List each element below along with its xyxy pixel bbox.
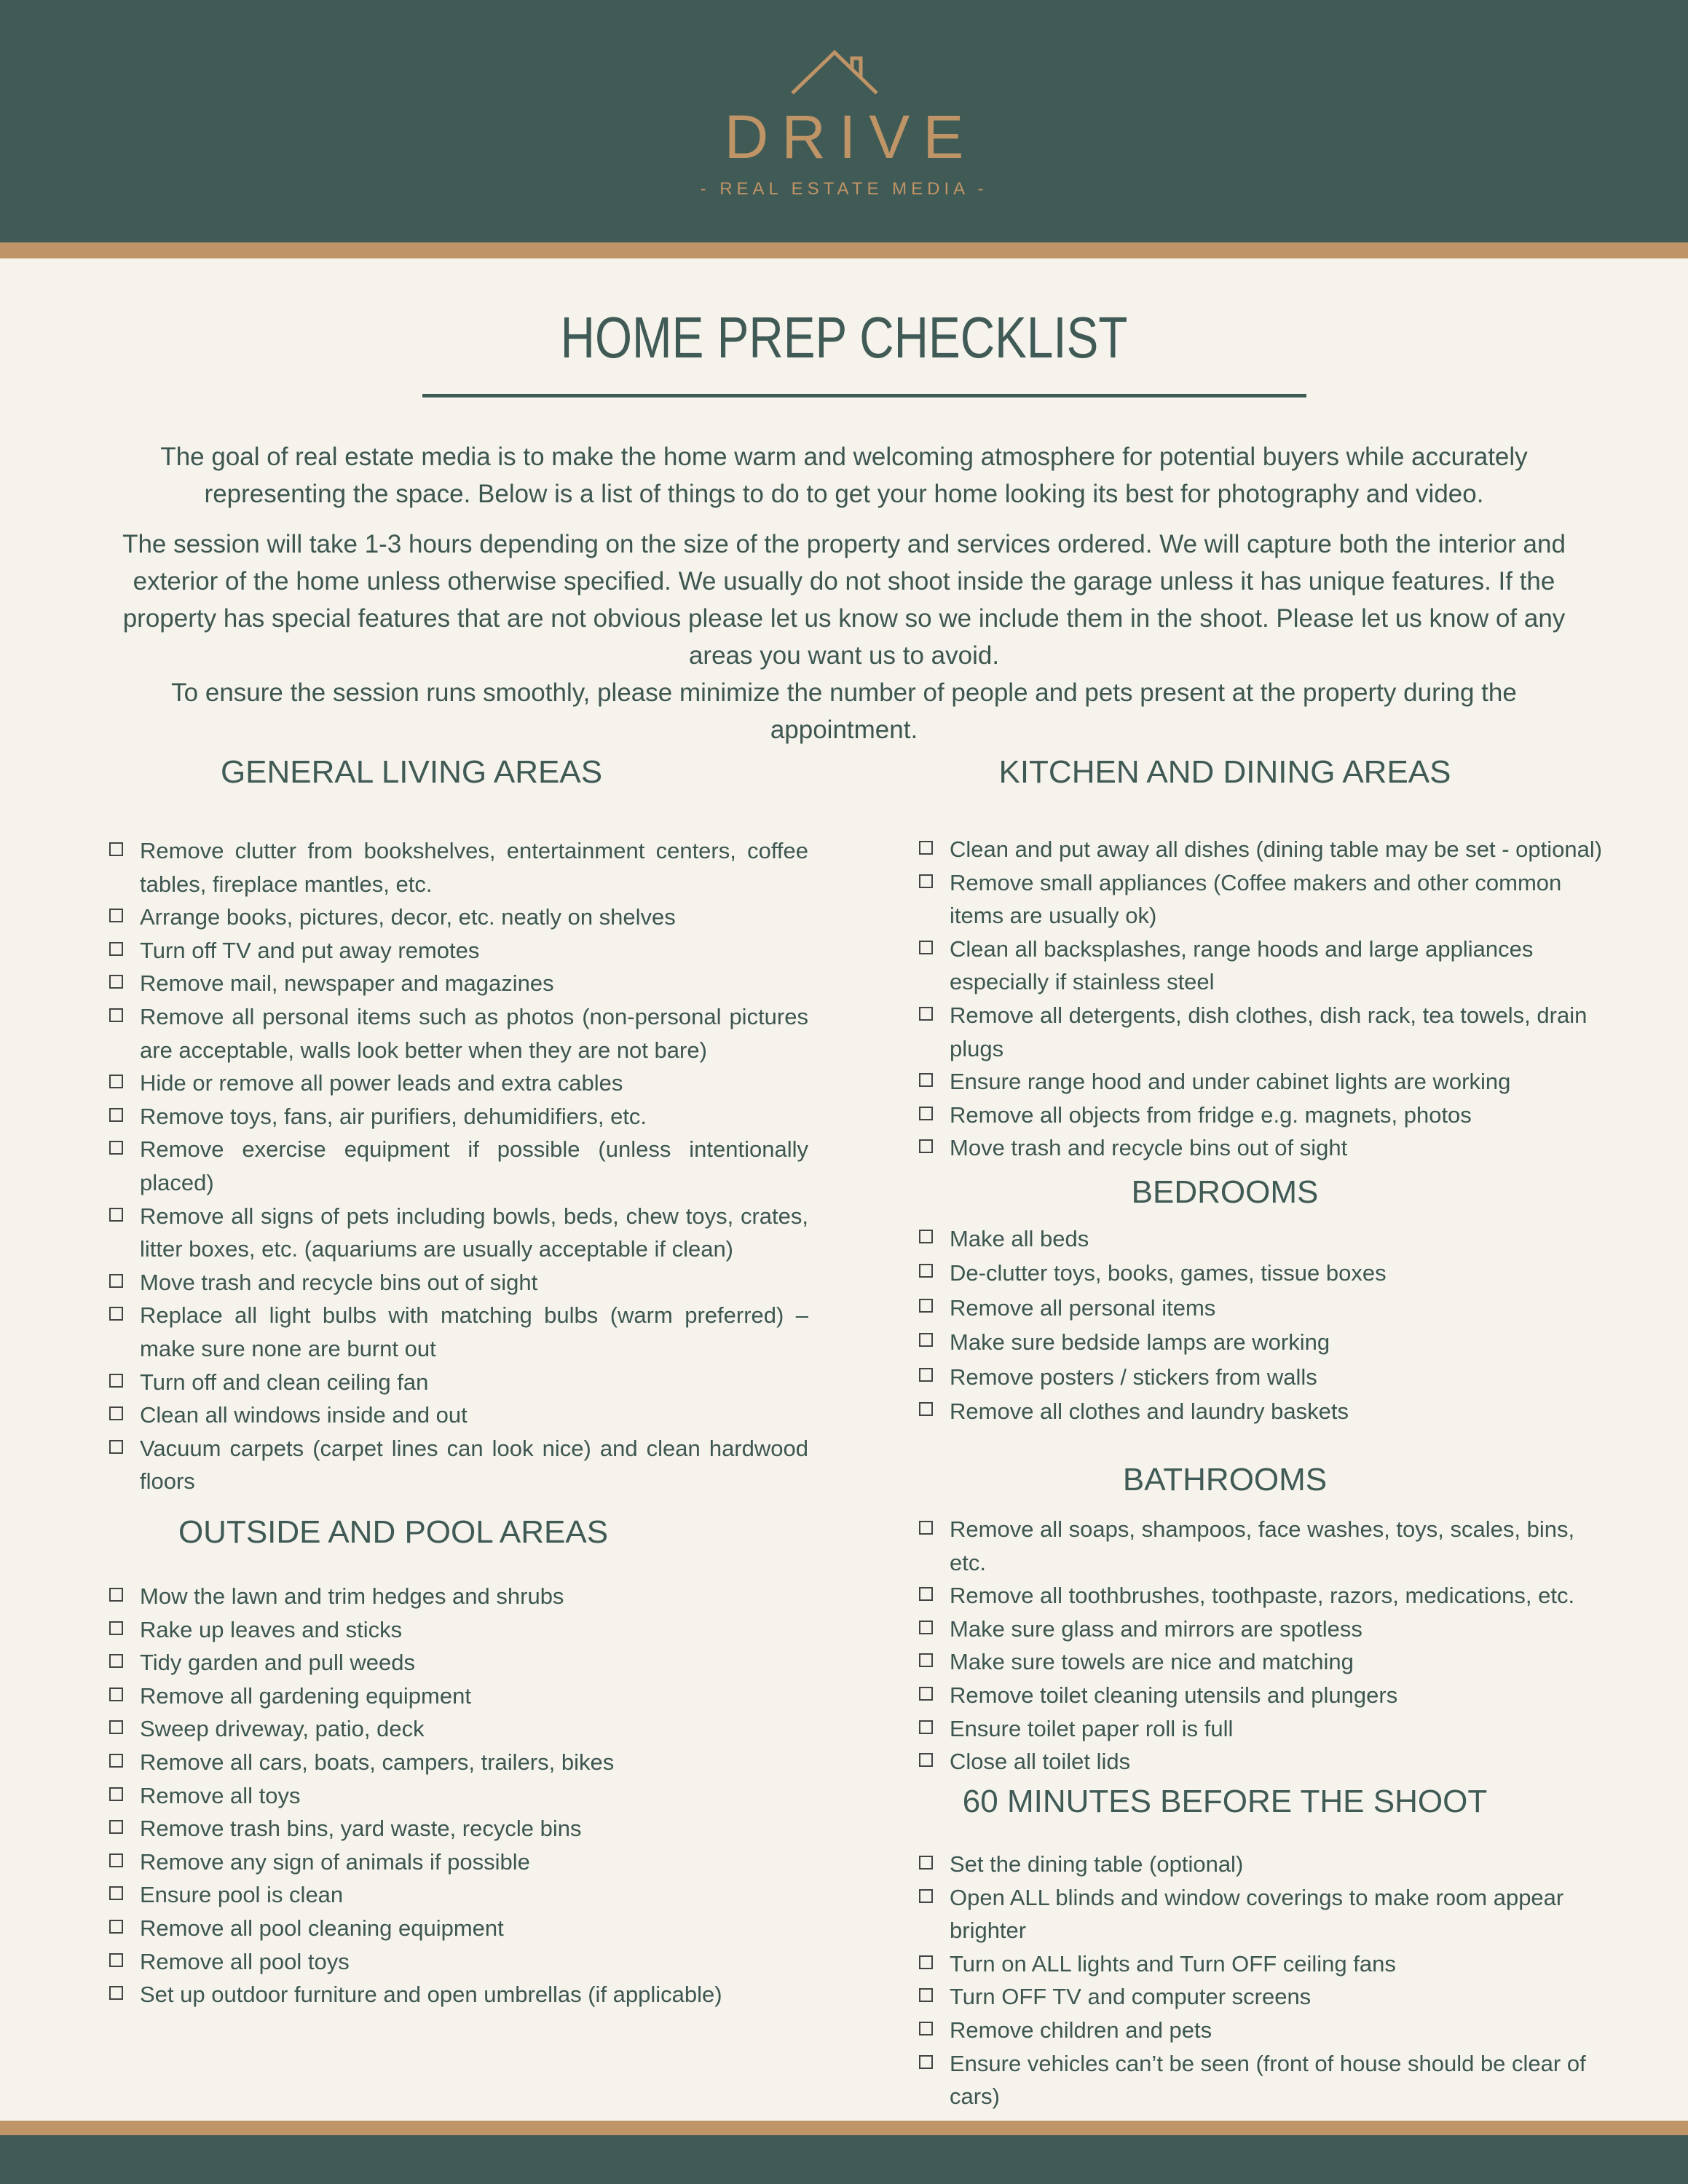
checkbox-icon[interactable] — [919, 1687, 933, 1701]
checklist-item-label: Remove all toys — [140, 1782, 301, 1808]
checkbox-icon[interactable] — [919, 1856, 933, 1870]
section-title-outside: OUTSIDE AND POOL AREAS — [178, 1514, 609, 1550]
section-title-bedrooms: BEDROOMS — [1131, 1174, 1319, 1210]
checklist-item — [919, 1222, 1604, 1256]
section-title-kitchen: KITCHEN AND DINING AREAS — [998, 754, 1451, 790]
checklist-item — [109, 1878, 808, 1912]
checklist-item — [919, 1291, 1604, 1325]
checklist-item — [109, 1200, 808, 1266]
footer-accent-stripe — [0, 2121, 1688, 2135]
checklist-item — [919, 1679, 1604, 1712]
header-accent-stripe — [0, 242, 1688, 258]
section-title-before-shoot: 60 MINUTES BEFORE THE SHOOT — [962, 1784, 1488, 1819]
checklist-item-label: Arrange books, pictures, decor, etc. neatly on shelves — [140, 904, 676, 930]
checklist-item-label: Remove trash bins, yard waste, recycle bins — [140, 1816, 582, 1842]
checklist-item — [919, 1712, 1604, 1746]
checkbox-icon[interactable] — [109, 1208, 123, 1222]
checklist-item-label: Ensure pool is clean — [140, 1882, 344, 1908]
checklist-item-label: Make sure glass and mirrors are spotless — [950, 1615, 1362, 1642]
checkbox-icon[interactable] — [919, 941, 933, 954]
checklist-item-label: Sweep driveway, patio, deck — [140, 1716, 425, 1742]
checklist-item-label: Replace all light bulbs with matching bulbs (warm preferred) – make sure none are burnt out — [140, 1302, 808, 1361]
checklist-item-label: Set the dining table (optional) — [950, 1851, 1244, 1877]
checklist-item — [109, 1613, 808, 1647]
checklist-general — [109, 834, 808, 1498]
checkbox-icon[interactable] — [109, 1787, 123, 1801]
checklist-item — [109, 1978, 808, 2011]
checklist-item — [919, 1848, 1604, 1881]
checklist-item-label: De-clutter toys, books, games, tissue boxes — [950, 1260, 1387, 1286]
checkbox-icon[interactable] — [919, 1402, 933, 1416]
checklist-before-shoot — [919, 1848, 1604, 2113]
checklist-item-label: Rake up leaves and sticks — [140, 1616, 403, 1642]
checkbox-icon[interactable] — [109, 909, 123, 922]
checkbox-icon[interactable] — [109, 1986, 123, 2000]
checklist-item — [919, 1325, 1604, 1359]
checklist-item-label: Remove all detergents, dish clothes, dish rack, tea towels, drain plugs — [950, 1002, 1588, 1061]
checkbox-icon[interactable] — [919, 1889, 933, 1903]
checklist-item-label: Set up outdoor furniture and open umbrellas (if applicable) — [140, 1982, 722, 2008]
checkbox-icon[interactable] — [109, 1654, 123, 1668]
checklist-item — [109, 1845, 808, 1879]
checklist-item — [109, 1067, 808, 1100]
checkbox-icon[interactable] — [109, 1953, 123, 1967]
checkbox-icon[interactable] — [919, 1007, 933, 1021]
footer-banner — [0, 2135, 1688, 2184]
checklist-item-label: Remove all pool cleaning equipment — [140, 1915, 504, 1941]
checklist-item — [109, 1133, 808, 1199]
checklist-item — [109, 1712, 808, 1746]
checkbox-icon[interactable] — [109, 1440, 123, 1454]
section-title-general: GENERAL LIVING AREAS — [220, 754, 603, 790]
checkbox-icon[interactable] — [919, 2055, 933, 2069]
checkbox-icon[interactable] — [109, 1374, 123, 1388]
checkbox-icon[interactable] — [919, 1720, 933, 1734]
checklist-item — [919, 1645, 1604, 1679]
checkbox-icon[interactable] — [919, 1653, 933, 1667]
checkbox-icon[interactable] — [109, 842, 123, 856]
title-divider — [422, 394, 1306, 397]
checklist-item — [919, 1881, 1604, 1947]
checklist-kitchen — [919, 833, 1604, 1165]
house-roof-icon — [789, 47, 899, 98]
checkbox-icon[interactable] — [919, 1955, 933, 1969]
checkbox-icon[interactable] — [919, 1333, 933, 1347]
checklist-item — [919, 1513, 1604, 1579]
logo-subtitle: - REAL ESTATE MEDIA - — [700, 179, 988, 199]
checklist-item-label: Remove all gardening equipment — [140, 1682, 471, 1709]
checkbox-icon[interactable] — [919, 1230, 933, 1243]
checklist-item — [109, 967, 808, 1000]
checkbox-icon[interactable] — [919, 2022, 933, 2035]
checklist-item-label: Tidy garden and pull weeds — [140, 1650, 415, 1676]
checklist-item — [919, 866, 1604, 933]
checkbox-icon[interactable] — [109, 1075, 123, 1088]
checklist-item-label: Remove all objects from fridge e.g. magnets, photos — [950, 1101, 1472, 1128]
checklist-item-label: Remove all pool toys — [140, 1948, 350, 1974]
checklist-item-label: Vacuum carpets (carpet lines can look nice) and clean hardwood floors — [140, 1435, 808, 1495]
checklist-item-label: Remove toys, fans, air purifiers, dehumidifiers, etc. — [140, 1103, 647, 1129]
checklist-item-label: Ensure toilet paper roll is full — [950, 1715, 1234, 1741]
checklist-item — [919, 1360, 1604, 1394]
checklist-item — [919, 999, 1604, 1065]
checkbox-icon[interactable] — [919, 841, 933, 855]
checklist-item-label: Open ALL blinds and window coverings to make room appear brighter — [950, 1884, 1564, 1944]
checklist-item-label: Remove exercise equipment if possible (unless intentionally placed) — [140, 1136, 808, 1195]
checklist-item-label: Turn off and clean ceiling fan — [140, 1369, 429, 1395]
checkbox-icon[interactable] — [919, 1368, 933, 1382]
checklist-item-label: Ensure vehicles can’t be seen (front of house should be clear of cars) — [950, 2050, 1586, 2110]
checklist-item-label: Turn OFF TV and computer screens — [950, 1984, 1312, 2010]
checklist-item — [919, 1394, 1604, 1428]
checkbox-icon[interactable] — [919, 874, 933, 888]
checklist-item — [109, 934, 808, 968]
checklist-item — [109, 1812, 808, 1845]
checkbox-icon[interactable] — [919, 1073, 933, 1087]
checklist-item — [109, 901, 808, 934]
checklist-item-label: Remove all cars, boats, campers, trailers, bikes — [140, 1749, 615, 1775]
checkbox-icon[interactable] — [919, 1753, 933, 1767]
checklist-item-label: Clean all backsplashes, range hoods and large appliances especially if stainless steel — [950, 935, 1534, 995]
checkbox-icon[interactable] — [109, 1886, 123, 1900]
checklist-item-label: Remove small appliances (Coffee makers and other common items are usually ok) — [950, 869, 1562, 929]
checklist-item — [919, 1065, 1604, 1099]
checkbox-icon[interactable] — [919, 1299, 933, 1313]
checkbox-icon[interactable] — [109, 1108, 123, 1122]
checklist-item — [109, 1100, 808, 1133]
checklist-bedrooms — [919, 1222, 1604, 1428]
checklist-item — [109, 1266, 808, 1299]
checkbox-icon[interactable] — [919, 1521, 933, 1535]
intro-paragraph-goal: The goal of real estate media is to make the home warm and welcoming atmosphere for potential buyers while accurately representing the space. Below is a list of things to do to get your home looking its best for photography and video. — [160, 443, 1528, 508]
checkbox-icon[interactable] — [109, 1920, 123, 1934]
checklist-item — [109, 1779, 808, 1813]
checklist-item — [109, 1945, 808, 1979]
intro-paragraph-session: The session will take 1-3 hours depending on the size of the property and services ordered. We will capture both the interior and exterior of the home unless otherwise specified. We usually do not shoot inside the garage unless it has unique features. If the property has special features that are not obvious please let us know so we include them in the shoot. Please let us know of any areas you want us to avoid. — [122, 530, 1566, 670]
checklist-item-label: Mow the lawn and trim hedges and shrubs — [140, 1583, 564, 1609]
checklist-item — [109, 1366, 808, 1399]
checklist-item — [919, 1980, 1604, 2014]
checklist-outside — [109, 1580, 808, 2011]
checklist-item — [109, 1299, 808, 1365]
checklist-item-label: Move trash and recycle bins out of sight — [950, 1135, 1348, 1161]
page-title: HOME PREP CHECKLIST — [560, 305, 1128, 370]
checkbox-icon[interactable] — [109, 1754, 123, 1768]
checklist-item-label: Make sure towels are nice and matching — [950, 1649, 1354, 1675]
checklist-item — [919, 2047, 1604, 2113]
checkbox-icon[interactable] — [109, 1720, 123, 1734]
checklist-item-label: Remove all clothes and laundry baskets — [950, 1398, 1349, 1425]
checkbox-icon[interactable] — [919, 1139, 933, 1153]
intro-paragraph-minimize: To ensure the session runs smoothly, please minimize the number of people and pets present at the property during the appointment. — [171, 678, 1517, 744]
checkbox-icon[interactable] — [919, 1988, 933, 2002]
checkbox-icon[interactable] — [109, 975, 123, 989]
intro-text — [95, 438, 1593, 748]
checklist-item-label: Turn on ALL lights and Turn OFF ceiling fans — [950, 1950, 1396, 1977]
header-banner — [0, 0, 1688, 242]
checklist-item-label: Remove all toothbrushes, toothpaste, razors, medications, etc. — [950, 1583, 1575, 1609]
checklist-item — [919, 1099, 1604, 1132]
checkbox-icon[interactable] — [109, 1307, 123, 1321]
checklist-item-label: Remove all signs of pets including bowls, beds, chew toys, crates, litter boxes, etc. (aquariums are usually acceptable if clean) — [140, 1203, 808, 1262]
checklist-bathrooms — [919, 1513, 1604, 1779]
checkbox-icon[interactable] — [109, 1820, 123, 1834]
checkbox-icon[interactable] — [109, 1406, 123, 1420]
checklist-item-label: Close all toilet lids — [950, 1749, 1131, 1775]
checklist-item — [919, 2014, 1604, 2047]
checklist-item-label: Turn off TV and put away remotes — [140, 937, 480, 963]
checklist-item-label: Clean and put away all dishes (dining table may be set - optional) — [950, 836, 1603, 862]
checklist-item-label: Ensure range hood and under cabinet lights are working — [950, 1069, 1511, 1095]
checklist-item — [109, 834, 808, 901]
checklist-item-label: Move trash and recycle bins out of sight — [140, 1269, 538, 1295]
checklist-item — [919, 1613, 1604, 1646]
checklist-item-label: Remove posters / stickers from walls — [950, 1364, 1317, 1390]
checklist-item-label: Remove all personal items such as photos (non-personal pictures are acceptable, walls look better when they are not bare) — [140, 1003, 808, 1063]
checklist-item-label: Remove mail, newspaper and magazines — [140, 970, 554, 997]
checkbox-icon[interactable] — [109, 1588, 123, 1602]
section-title-bathrooms: BATHROOMS — [1122, 1462, 1328, 1497]
checklist-item — [919, 1745, 1604, 1779]
checkbox-icon[interactable] — [109, 1688, 123, 1701]
checklist-item — [109, 1580, 808, 1613]
checkbox-icon[interactable] — [109, 942, 123, 956]
checkbox-icon[interactable] — [109, 1141, 123, 1155]
checklist-item-label: Remove clutter from bookshelves, entertainment centers, coffee tables, fireplace mantles, etc. — [140, 838, 808, 897]
checkbox-icon[interactable] — [109, 1621, 123, 1635]
checklist-item — [109, 1679, 808, 1713]
checklist-item-label: Remove all personal items — [950, 1294, 1216, 1321]
checkbox-icon[interactable] — [919, 1621, 933, 1634]
checklist-item — [109, 1000, 808, 1067]
checklist-item — [919, 1579, 1604, 1613]
checklist-item — [919, 833, 1604, 866]
checklist-item — [919, 933, 1604, 999]
checklist-item — [919, 1256, 1604, 1290]
checkbox-icon[interactable] — [919, 1587, 933, 1601]
logo-wordmark: DRIVE — [724, 103, 977, 171]
checklist-item — [109, 1746, 808, 1779]
checklist-item — [919, 1131, 1604, 1165]
checklist-item — [109, 1398, 808, 1432]
checklist-item — [109, 1432, 808, 1498]
checklist-item-label: Clean all windows inside and out — [140, 1402, 468, 1428]
checklist-item — [919, 1947, 1604, 1981]
checklist-item-label: Hide or remove all power leads and extra cables — [140, 1070, 623, 1096]
checklist-item — [109, 1912, 808, 1945]
checklist-item-label: Remove any sign of animals if possible — [140, 1848, 530, 1875]
checklist-item — [109, 1646, 808, 1679]
checkbox-icon[interactable] — [109, 1008, 123, 1022]
checklist-item-label: Remove toilet cleaning utensils and plungers — [950, 1682, 1398, 1708]
checkbox-icon[interactable] — [919, 1264, 933, 1278]
checkbox-icon[interactable] — [109, 1853, 123, 1867]
checklist-item-label: Remove children and pets — [950, 2017, 1212, 2043]
checklist-item-label: Remove all soaps, shampoos, face washes, toys, scales, bins, etc. — [950, 1516, 1575, 1575]
checkbox-icon[interactable] — [919, 1107, 933, 1120]
checklist-item-label: Make sure bedside lamps are working — [950, 1329, 1330, 1356]
checklist-item-label: Make all beds — [950, 1226, 1089, 1251]
checkbox-icon[interactable] — [109, 1274, 123, 1288]
